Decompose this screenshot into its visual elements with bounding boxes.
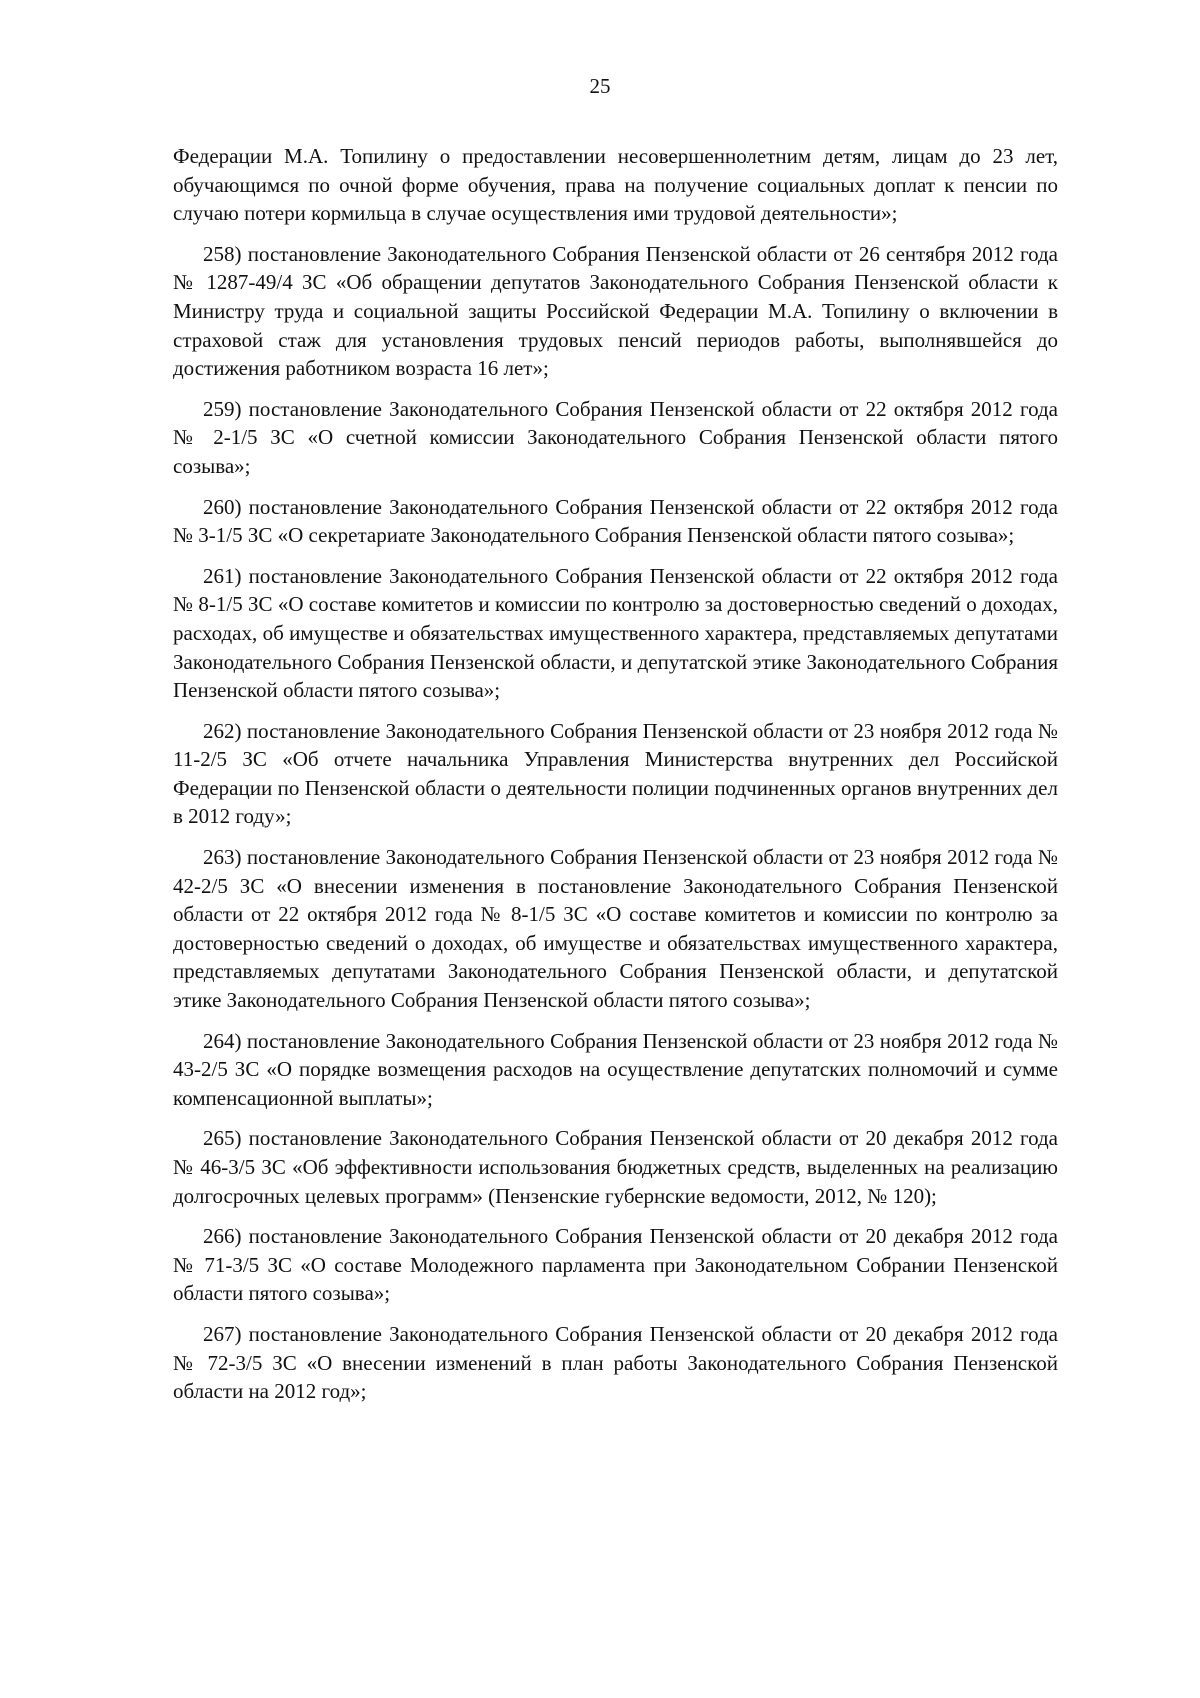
paragraph-continuation: Федерации М.А. Топилину о предоставлении несовершеннолетним детям, лицам до 23 лет, обучающимся по очной форме обучения, права на получение социальных доплат к пенсии по случаю потери кормильца в случае осуществления ими трудовой деятельности»; <box>173 144 1058 226</box>
list-item-261: 261) постановление Законодательного Собрания Пензенской области от 22 октября 2012 года № 8-1/5 ЗС «О составе комитетов и комиссии по контролю за достоверностью сведений о доходах, расходах, об имуществе и обязательствах имущественного характера, представляемых депутатами Законодательного Собрания Пензенской области, и депутатской этике Законодательного Собрания Пензенской области пятого созыва»; <box>173 563 1058 703</box>
list-item-264: 264) постановление Законодательного Собрания Пензенской области от 23 ноября 2012 года № 43-2/5 ЗС «О порядке возмещения расходов на осуществление депутатских полномочий и сумме компенсационной выплаты»; <box>173 1028 1058 1110</box>
list-item-266: 266) постановление Законодательного Собрания Пензенской области от 20 декабря 2012 года № 71-3/5 ЗС «О составе Молодежного парламента при Законодательном Собрании Пензенской области пятого созыва»; <box>173 1224 1058 1306</box>
list-item-259: 259) постановление Законодательного Собрания Пензенской области от 22 октября 2012 года № 2-1/5 ЗС «О счетной комиссии Законодательного Собрания Пензенской области пятого созыва»; <box>173 396 1058 478</box>
list-item-267: 267) постановление Законодательного Собрания Пензенской области от 20 декабря 2012 года № 72-3/5 ЗС «О внесении изменений в план работы Законодательного Собрания Пензенской области на 2012 год»; <box>173 1321 1058 1404</box>
page-number: 25 <box>589 74 611 98</box>
list-item-260: 260) постановление Законодательного Собрания Пензенской области от 22 октября 2012 года № 3-1/5 ЗС «О секретариате Законодательного Собрания Пензенской области пятого созыва»; <box>173 494 1058 548</box>
document-body <box>173 142 1058 1418</box>
list-item-262: 262) постановление Законодательного Собрания Пензенской области от 23 ноября 2012 года № 11-2/5 ЗС «Об отчете начальника Управления Министерства внутренних дел Российской Федерации по Пензенской области о деятельности полиции подчиненных органов внутренних дел в 2012 году»; <box>173 718 1058 829</box>
list-item-258: 258) постановление Законодательного Собрания Пензенской области от 26 сентября 2012 года № 1287-49/4 ЗС «Об обращении депутатов Законодательного Собрания Пензенской области к Министру труда и социальной защиты Российской Федерации М.А. Топилину о включении в страховой стаж для установления трудовых пенсий периодов работы, выполнявшейся до достижения работником возраста 16 лет»; <box>173 241 1058 381</box>
list-item-263: 263) постановление Законодательного Собрания Пензенской области от 23 ноября 2012 года № 42-2/5 ЗС «О внесении изменения в постановление Законодательного Собрания Пензенской области от 22 октября 2012 года № 8-1/5 ЗС «О составе комитетов и комиссии по контролю за достоверностью сведений о доходах, об имуществе и обязательствах имущественного характера, представляемых депутатами Законодательного Собрания Пензенской области, и депутатской этике Законодательного Собрания Пензенской области пятого созыва»; <box>173 845 1058 1013</box>
list-item-265: 265) постановление Законодательного Собрания Пензенской области от 20 декабря 2012 года № 46-3/5 ЗС «Об эффективности использования бюджетных средств, выделенных на реализацию долгосрочных целевых программ» (Пензенские губернские ведомости, 2012, № 120); <box>173 1126 1058 1208</box>
